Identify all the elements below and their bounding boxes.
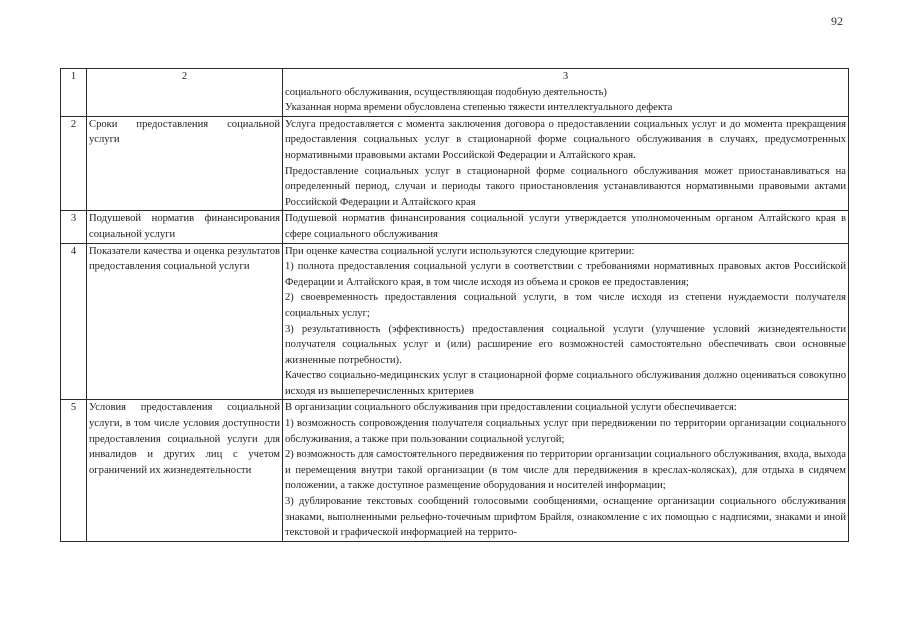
- row-text-line: В организации социального обслуживания при предоставлении социальной услуги обеспечивается:: [285, 402, 737, 414]
- table-header-row: [61, 69, 849, 117]
- row-1-text-line: социального обслуживания, осуществляющая подобную деятельность): [285, 86, 607, 98]
- row-title: Показатели качества и оценка результатов предоставления социальной услуги: [87, 243, 283, 400]
- row-content: [283, 400, 849, 541]
- row-text-line: Услуга предоставляется с момента заключения договора о предоставлении социальных услуг и до момента прекращения предоставления социальных услуг в стационарной форме социального обслуживания в случаях, предусмотренных нормативными правовыми актами Российской Федерации и Алтайского края.: [285, 118, 846, 161]
- header-col-3-label: 3: [562, 71, 569, 82]
- row-text-line: Качество социально-медицинских услуг в стационарной форме социального обслуживания должно оцениваться совокупно исходя из вышеперечисленных критериев: [285, 370, 846, 397]
- row-text-line: 2) возможность для самостоятельного передвижения по территории организации социального обслуживания, входа, выхода и перемещения внутри такой организации (в том числе для передвижения в креслах-колясках), для отдыха в сидячем положении, а также доступное размещение оборудования и носителей информации;: [285, 449, 846, 492]
- row-1-text-line: Указанная норма времени обусловлена степенью тяжести интеллектуального дефекта: [285, 102, 673, 114]
- table-row: [61, 400, 849, 541]
- header-col-3: [283, 69, 849, 117]
- row-content: [283, 243, 849, 400]
- row-text-line: При оценке качества социальной услуги используются следующие критерии:: [285, 245, 635, 257]
- row-number: 3: [61, 211, 87, 243]
- row-text-line: 1) полнота предоставления социальной услуги в соответствии с требованиями нормативных правовых актов Российской Федерации и Алтайского края, в том числе исходя из объема и сроков ее предоставления;: [285, 261, 846, 288]
- row-text-line: 1) возможность сопровождения получателя социальных услуг при передвижении по территории организации социального обслуживания, а также при пользовании социальной услугой;: [285, 418, 846, 445]
- row-content: [283, 116, 849, 211]
- row-text-line: Подушевой норматив финансирования социальной услуги утверждается уполномоченным органом Алтайского края в сфере социального обслуживания: [285, 213, 846, 240]
- table-row: [61, 116, 849, 211]
- row-title: Сроки предоставления социальной услуги: [87, 116, 283, 211]
- page-number: 92: [831, 14, 843, 28]
- row-number: 2: [61, 116, 87, 211]
- table-row: [61, 211, 849, 243]
- header-col-2: 2: [87, 69, 283, 117]
- row-text-line: 3) дублирование текстовых сообщений голосовыми сообщениями, оснащение организации социального обслуживания знаками, выполненными рельефно-точечным шрифтом Брайля, ознакомление с их помощью с надписями, знаками и иной текстовой и графической информацией на террито-: [285, 496, 846, 539]
- row-number: 5: [61, 400, 87, 541]
- table-row: [61, 243, 849, 400]
- row-title: Условия предоставления социальной услуги, в том числе условия доступности предоставления социальной услуги для инвалидов и других лиц с учетом ограничений их жизнедеятельности: [87, 400, 283, 541]
- header-col-1: 1: [61, 69, 87, 117]
- row-title: Подушевой норматив финансирования социальной услуги: [87, 211, 283, 243]
- row-text-line: Предоставление социальных услуг в стационарной форме социального обслуживания может приостанавливаться на определенный период, случаи и периоды такого приостановления устанавливаются нормативными правовыми актами Российской Федерации и Алтайского края: [285, 165, 846, 208]
- row-content: [283, 211, 849, 243]
- services-table: [60, 68, 849, 542]
- row-text-line: 2) своевременность предоставления социальной услуги, в том числе исходя из степени нуждаемости получателя социальных услуг;: [285, 292, 846, 319]
- row-text-line: 3) результативность (эффективность) предоставления социальной услуги (улучшение условий жизнедеятельности получателя социальных услуг и (или) расширение его возможностей самостоятельно обеспечивать свои основные жизненные потребности).: [285, 323, 846, 366]
- row-number: 4: [61, 243, 87, 400]
